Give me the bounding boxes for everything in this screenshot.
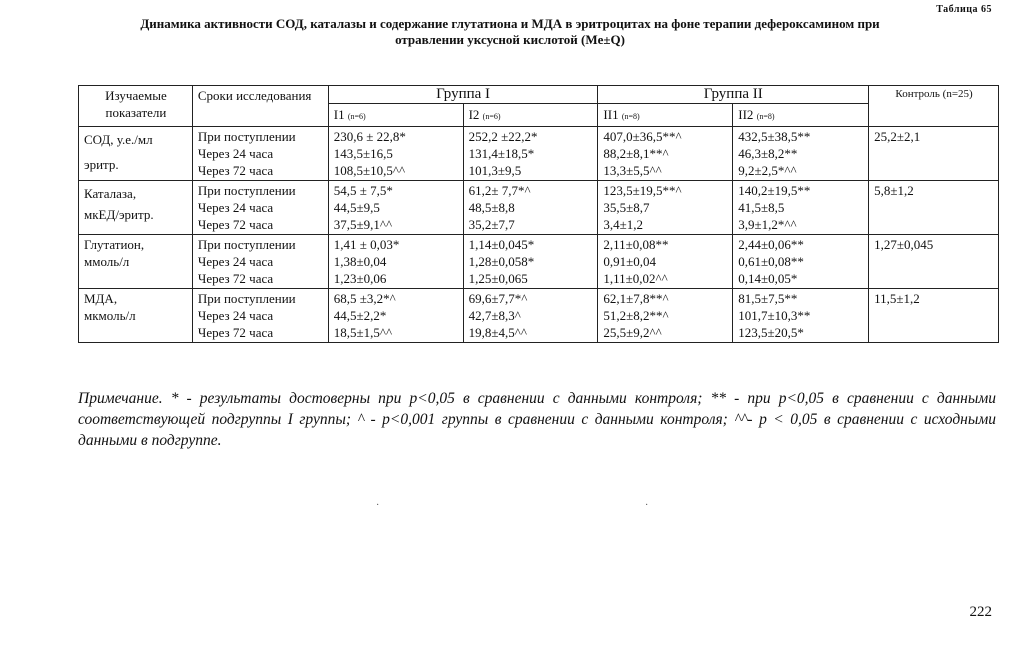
terms-cell: При поступлении Через 24 часа Через 72 часа [192,181,328,235]
value-cell-ii2: 2,44±0,06** 0,61±0,08** 0,14±0,05* [733,235,869,289]
control-cell: 25,2±2,1 [869,127,999,181]
scan-speck: · [376,500,380,511]
header-row [79,86,999,104]
subheader-i2: I2 (n=6) [463,104,598,127]
value-cell-i1: 68,5 ±3,2*^ 44,5±2,2* 18,5±1,5^^ [328,289,463,343]
value-cell-i1: 54,5 ± 7,5* 44,5±9,5 37,5±9,1^^ [328,181,463,235]
value-cell-i1: 230,6 ± 22,8* 143,5±16,5 108,5±10,5^^ [328,127,463,181]
value-cell-ii1: 62,1±7,8**^ 51,2±8,2**^ 25,5±9,2^^ [598,289,733,343]
value-cell-i2: 252,2 ±22,2* 131,4±18,5* 101,3±9,5 [463,127,598,181]
control-cell: 5,8±1,2 [869,181,999,235]
table-footnote: Примечание. * - результаты достоверны при p<0,05 в сравнении с данными контроля; ** - при p<0,05 в сравнении с данными соответствующей подгруппы I группы; ^ - p<0,001 группы в сравнении с данными контроля; ^^- p < 0,05 в сравнении с исходными данными в подгруппе. [78,390,996,449]
value-cell-i2: 61,2± 7,7*^ 48,5±8,8 35,2±7,7 [463,181,598,235]
indicator-cell: СОД, у.е./мл эритр. [79,127,193,181]
indicator-cell: МДА, мкмоль/л [79,289,193,343]
value-cell-ii2: 140,2±19,5** 41,5±8,5 3,9±1,2*^^ [733,181,869,235]
value-cell-i2: 69,6±7,7*^ 42,7±8,3^ 19,8±4,5^^ [463,289,598,343]
value-cell-ii1: 123,5±19,5**^ 35,5±8,7 3,4±1,2 [598,181,733,235]
scan-speck: · [645,500,649,511]
value-cell-ii2: 432,5±38,5** 46,3±8,2** 9,2±2,5*^^ [733,127,869,181]
header-terms: Сроки исследования [192,86,328,127]
table-number-label: Таблица 65 [936,4,992,15]
value-cell-ii2: 81,5±7,5** 101,7±10,3** 123,5±20,5* [733,289,869,343]
terms-cell: При поступлении Через 24 часа Через 72 часа [192,127,328,181]
table-title [20,16,1000,48]
header-control: Контроль (n=25) [869,86,999,127]
table-row [79,235,999,289]
value-cell-i2: 1,14±0,045* 1,28±0,058* 1,25±0,065 [463,235,598,289]
terms-cell: При поступлении Через 24 часа Через 72 часа [192,235,328,289]
page-number: 222 [969,604,992,620]
table-title-line-1: Динамика активности СОД, каталазы и содержание глутатиона и МДА в эритроцитах на фоне терапии дефероксамином при [140,16,880,31]
subheader-i1: I1 (n=6) [328,104,463,127]
indicator-cell: Глутатион, ммоль/л [79,235,193,289]
terms-cell: При поступлении Через 24 часа Через 72 часа [192,289,328,343]
table-row [79,181,999,235]
control-cell: 1,27±0,045 [869,235,999,289]
header-group-2: Группа II [598,86,869,104]
indicator-cell: Каталаза, мкЕД/эритр. [79,181,193,235]
table-row [79,127,999,181]
results-table [78,85,999,343]
header-indicators: Изучаемые показатели [79,86,193,127]
value-cell-i1: 1,41 ± 0,03* 1,38±0,04 1,23±0,06 [328,235,463,289]
table-row [79,289,999,343]
header-group-1: Группа I [328,86,598,104]
control-cell: 11,5±1,2 [869,289,999,343]
subheader-ii1: II1 (n=8) [598,104,733,127]
value-cell-ii1: 407,0±36,5**^ 88,2±8,1**^ 13,3±5,5^^ [598,127,733,181]
subheader-ii2: II2 (n=8) [733,104,869,127]
table-title-line-2: отравлении уксусной кислотой (Me±Q) [395,32,625,47]
value-cell-ii1: 2,11±0,08** 0,91±0,04 1,11±0,02^^ [598,235,733,289]
